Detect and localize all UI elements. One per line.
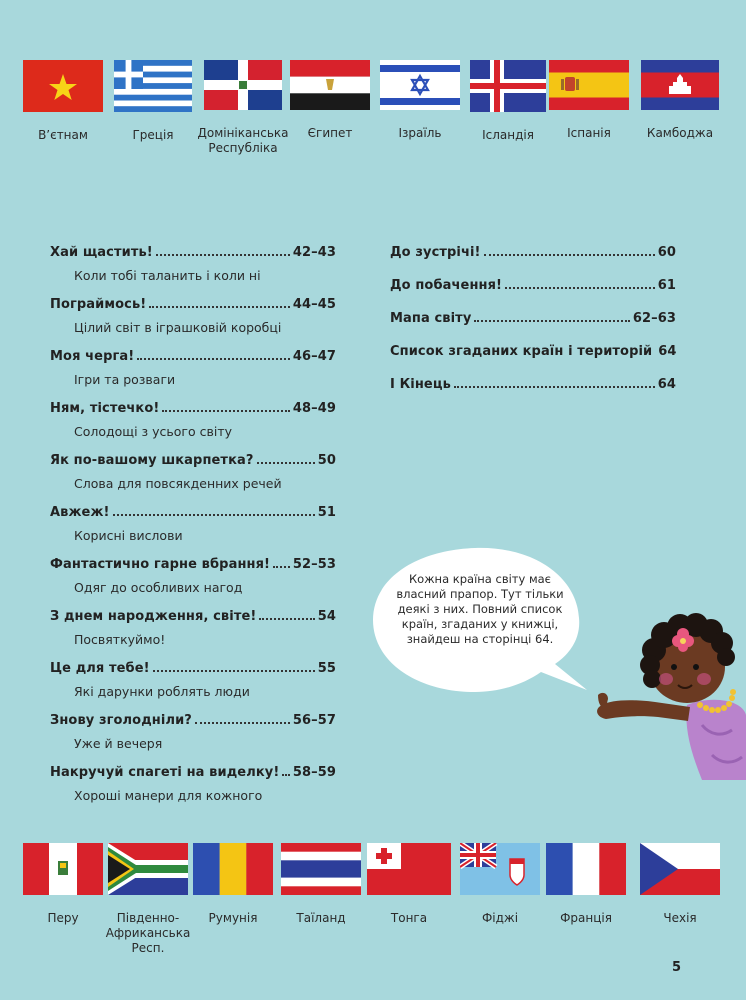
toc-title: Це для тебе! (50, 661, 150, 676)
toc-title: Авжеж! (50, 505, 110, 520)
country-name: Ісландія (482, 128, 534, 142)
toc-entry[interactable] (50, 297, 336, 349)
toc-right-column (390, 245, 676, 410)
toc-pages: 51 (317, 505, 336, 520)
country-name: Тонга (390, 911, 428, 925)
speech-bubble (365, 540, 587, 700)
toc-title: Пограймось! (50, 297, 147, 312)
south-africa-flag-icon (108, 843, 188, 895)
toc-title: Як по-вашому шкарпетка? (50, 453, 254, 468)
bubble-text: Кожна країна світу має власний прапор. Тут тільки деякі з них. Повний список країн, згаданих у книжці, знайдеш на сторінці 64. (396, 572, 564, 646)
toc-entry[interactable] (50, 557, 336, 609)
toc-entry[interactable] (50, 505, 336, 557)
toc-leader (195, 722, 290, 724)
country-name: Румунія (208, 911, 258, 925)
israel-flag-icon (380, 60, 460, 110)
toc-left-column (50, 245, 336, 817)
toc-title: Ням, тістечко! (50, 401, 160, 416)
flag-france (538, 843, 634, 926)
toc-entry[interactable] (50, 401, 336, 453)
toc-subtitle: Корисні вислови (74, 528, 183, 543)
toc-subtitle: Коли тобі таланить і коли ні (74, 268, 261, 283)
tonga-flag-icon (367, 843, 451, 895)
toc-entry[interactable] (50, 453, 336, 505)
flag-thailand (273, 843, 369, 926)
toc-entry[interactable] (390, 311, 676, 344)
toc-pages: 64 (658, 344, 677, 359)
toc-subtitle: Уже й вечеря (74, 736, 163, 751)
toc-pages: 50 (317, 453, 336, 468)
toc-entry[interactable] (50, 349, 336, 401)
toc-title: Фантастично гарне вбрання! (50, 557, 271, 572)
thailand-flag-icon (281, 843, 361, 895)
toc-subtitle: Одяг до особливих нагод (74, 580, 243, 595)
country-name: В’єтнам (38, 128, 88, 142)
country-name: Перу (47, 911, 79, 925)
toc-pages: 54 (317, 609, 336, 624)
country-name: Домініканська Республіка (197, 126, 289, 155)
toc-subtitle: Хороші манери для кожного (74, 788, 263, 803)
toc-entry[interactable] (390, 245, 676, 278)
flag-egypt (282, 60, 378, 141)
page-number: 5 (672, 960, 682, 975)
flag-spain (541, 60, 637, 141)
toc-pages: 46–47 (292, 349, 336, 364)
toc-entry[interactable] (50, 609, 336, 661)
egypt-flag-icon (290, 60, 370, 110)
toc-subtitle: Солодощі з усього світу (74, 424, 233, 439)
flag-romania (185, 843, 281, 926)
toc-title: Хай щастить! (50, 245, 153, 260)
flag-fiji (452, 843, 548, 926)
country-name: Камбоджа (646, 126, 714, 140)
toc-leader (156, 254, 290, 256)
toc-leader (259, 618, 314, 620)
toc-title: До побачення! (390, 278, 503, 293)
toc-pages: 42–43 (292, 245, 336, 260)
toc-leader (153, 670, 315, 672)
toc-title: До зустрічі! (390, 245, 481, 260)
toc-leader (484, 254, 655, 256)
girl-character-icon (592, 595, 746, 780)
toc-title: Моя черга! (50, 349, 135, 364)
toc-subtitle: Цілий світ в іграшковій коробці (74, 320, 282, 335)
toc-entry[interactable] (50, 765, 336, 817)
toc-leader (149, 306, 290, 308)
toc-leader (137, 358, 290, 360)
romania-flag-icon (193, 843, 273, 895)
country-name: Іспанія (567, 126, 611, 140)
toc-subtitle: Посвяткуймо! (74, 632, 166, 647)
toc-title: І Кінець (390, 377, 451, 392)
toc-entry[interactable] (50, 245, 336, 297)
country-name: Чехія (663, 911, 697, 925)
toc-entry[interactable] (390, 377, 676, 410)
toc-title: З днем народження, світе! (50, 609, 257, 624)
iceland-flag-icon (470, 60, 546, 112)
toc-subtitle: Ігри та розваги (74, 372, 176, 387)
toc-pages: 48–49 (292, 401, 336, 416)
toc-entry[interactable] (50, 661, 336, 713)
flag-dominican-republic (195, 60, 291, 156)
toc-entry[interactable] (390, 344, 676, 377)
spain-flag-icon (549, 60, 629, 110)
peru-flag-icon (23, 843, 103, 895)
flag-cambodia (632, 60, 728, 141)
girl-illustration (592, 595, 746, 780)
country-name: Єгипет (307, 126, 353, 140)
flag-greece (105, 60, 201, 143)
toc-leader (162, 410, 289, 412)
country-name: Південно-Африканська Респ. (105, 911, 191, 955)
toc-leader (113, 514, 315, 516)
toc-title: Список згаданих країн і територій (390, 344, 653, 359)
flag-vietnam (15, 60, 111, 143)
country-name: Таїланд (296, 911, 346, 925)
country-name: Греція (132, 128, 174, 142)
toc-entry[interactable] (390, 278, 676, 311)
country-name: Фіджі (481, 911, 519, 925)
toc-title: Знову зголодніли? (50, 713, 192, 728)
toc-pages: 64 (657, 377, 676, 392)
greece-flag-icon (114, 60, 192, 112)
cambodia-flag-icon (641, 60, 719, 110)
country-name: Франція (560, 911, 612, 925)
toc-title: Накручуй спагеті на виделку! (50, 765, 280, 780)
toc-leader (474, 320, 629, 322)
toc-pages: 56–57 (292, 713, 336, 728)
flag-tonga (361, 843, 457, 926)
fiji-flag-icon (460, 843, 540, 895)
toc-pages: 52–53 (292, 557, 336, 572)
flag-czechia (632, 843, 728, 926)
vietnam-flag-icon (23, 60, 103, 112)
toc-pages: 60 (657, 245, 676, 260)
toc-leader (257, 462, 315, 464)
toc-leader (454, 386, 655, 388)
toc-subtitle: Які дарунки роблять люди (74, 684, 250, 699)
country-name: Ізраїль (398, 126, 442, 140)
toc-pages: 62–63 (632, 311, 676, 326)
toc-pages: 55 (317, 661, 336, 676)
france-flag-icon (546, 843, 626, 895)
dominican-flag-icon (204, 60, 282, 110)
flag-peru (15, 843, 111, 926)
toc-title: Мапа світу (390, 311, 472, 326)
toc-leader (282, 774, 289, 776)
toc-leader (273, 566, 290, 568)
czechia-flag-icon (640, 843, 720, 895)
toc-pages: 58–59 (292, 765, 336, 780)
flag-israel (372, 60, 468, 141)
toc-subtitle: Слова для повсякденних речей (74, 476, 282, 491)
toc-entry[interactable] (50, 713, 336, 765)
toc-pages: 44–45 (292, 297, 336, 312)
flag-south-africa (100, 843, 196, 956)
toc-pages: 61 (657, 278, 676, 293)
toc-leader (505, 287, 655, 289)
